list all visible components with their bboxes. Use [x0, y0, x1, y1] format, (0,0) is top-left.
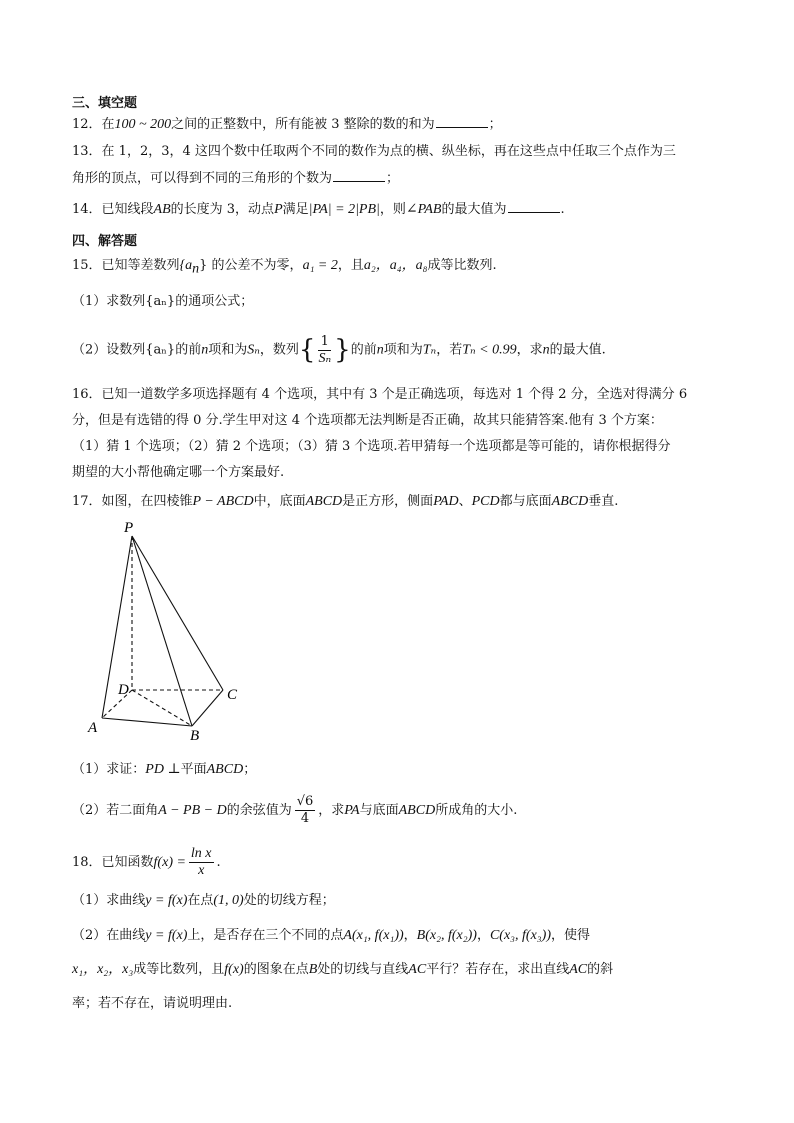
- fraction-sqrt6-over-4: $\frac{√6}{4}$: [296, 794, 314, 826]
- answer-blank: [508, 200, 560, 213]
- question-16-line-1: 16．已知一道数学多项选择题有 4 个选项，其中有 3 个是正确选项，每选对 1 个得 2 分，全选对得满分 6: [72, 387, 688, 402]
- question-13-line-1: 13．在 1，2，3，4 这四个数中任取两个不同的数作为点的横、纵坐标，再在这些点中任取三个点作为三: [72, 144, 676, 159]
- label-A: A: [88, 720, 98, 736]
- answer-blank: [436, 115, 488, 128]
- question-15: 15．已知等差数列$\{a_n\}$ 的公差不为零，a₁ = 2，且a₂，a₄，a₈成等比数列.: [72, 258, 497, 277]
- question-18-part-2-line-2: x₁，x₂，x₃成等比数列，且f(x)的图象在点B处的切线与直线AC平行？若存在，求出直线AC的斜: [72, 962, 614, 977]
- question-17-part-1: （1）求证：PD ⊥平面ABCD；: [72, 762, 257, 777]
- question-18-part-2-line-3: 率；若不存在，请说明理由.: [72, 996, 233, 1011]
- section-heading-solutions: 四、解答题: [72, 234, 138, 249]
- question-16-line-3: （1）猜 1 个选项；（2）猜 2 个选项；（3）猜 3 个选项.若甲猜每一个选项都是等可能的，请你根据得分: [72, 439, 671, 454]
- question-13-line-2: 角形的顶点，可以得到不同的三角形的个数为 ；: [72, 171, 400, 186]
- edge-BC: [192, 690, 223, 726]
- question-16-line-4: 期望的大小帮他确定哪一个方案最好.: [72, 465, 285, 480]
- answer-blank: [333, 169, 385, 182]
- question-12: 12．在100 ~ 200之间的正整数中，所有能被 3 整除的数的和为 ；: [72, 117, 502, 132]
- fraction-one-over-sn: $\frac{1}{\text{Sₙ}}$: [318, 333, 332, 366]
- edge-PC: [132, 536, 223, 690]
- question-18-part-1: （1）求曲线y = f(x)在点(1, 0)处的切线方程；: [72, 893, 335, 908]
- pyramid-figure: [80, 518, 260, 748]
- section-heading-fill-in: 三、填空题: [72, 96, 138, 111]
- label-D: D: [118, 682, 129, 698]
- label-P: P: [124, 520, 134, 536]
- question-17-part-2: （2）若二面角A − PB − D的余弦值为 $\frac{√6}{4}$ ，求PA与底面ABCD所成角的大小.: [72, 794, 518, 826]
- question-18-part-2-line-1: （2）在曲线y = f(x)上，是否存在三个不同的点A(x₁, f(x₁))，B(x₂, f(x₂))，C(x₃, f(x₃))，使得: [72, 928, 591, 943]
- edge-PB: [132, 536, 192, 726]
- question-16-line-2: 分，但是有选错的得 0 分.学生甲对这 4 个选项都无法判断是否正确，故其只能猜答案.他有 3 个方案：: [72, 413, 663, 428]
- question-15-part-2: （2）设数列{aₙ}的前n项和为Sₙ，数列{ $\frac{1}{\text{Sₙ}}$ }的前n项和为Tₙ，若Tₙ < 0.99，求n的最大值.: [72, 333, 606, 366]
- question-17: 17．如图，在四棱锥P − ABCD中，底面ABCD是正方形，侧面PAD、PCD都与底面ABCD垂直.: [72, 494, 619, 509]
- edge-DB: [132, 690, 192, 726]
- label-B: B: [190, 728, 200, 744]
- edge-AB: [102, 718, 192, 726]
- fraction-lnx-over-x: $\frac{\text{ln x}}{x}$: [190, 846, 212, 878]
- question-14: 14．已知线段AB的长度为 3，动点P满足|PA| = 2|PB|，则∠PAB的最大值为 .: [72, 202, 565, 217]
- question-18: 18．已知函数f(x) = $\frac{\text{ln x}}{x}$ .: [72, 846, 221, 878]
- label-C: C: [227, 687, 238, 703]
- question-15-part-1: （1）求数列{aₙ}的通项公式；: [72, 294, 254, 309]
